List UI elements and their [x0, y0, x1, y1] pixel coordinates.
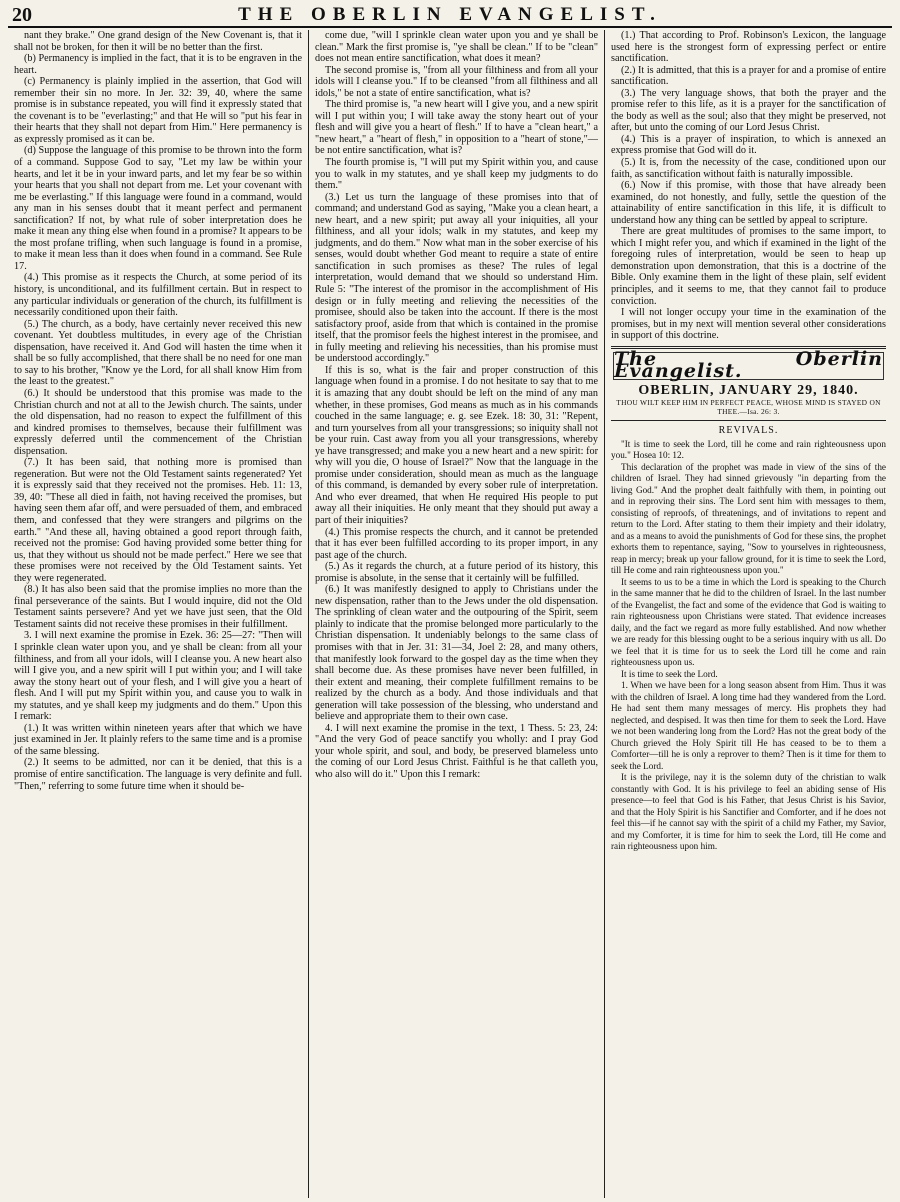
paragraph: (b) Permanency is implied in the fact, that it is to be engraven in the heart.	[14, 53, 302, 76]
paragraph: (4.) This promise respects the church, and it cannot be pretended that it has ever been fulfilled according to its proper import, in any past age of the church.	[315, 526, 598, 561]
paragraph: (d) Suppose the language of this promise to be thrown into the form of a command. Suppose God to say, "Let my law be within your hearts, and let it be in your inward parts, and let my fear be so within your hearts that you shall not depart from me. Let your covenant with me be everlasting." If this language were found in a command, would any man in his senses doubt that it meant perfect and permanent sanctification? If not, by what rule of sober interpretation does he make it mean any thing else when found in a promise? It appears to be the most profane trifling, when such language is found in a promise, to make it mean less than it does when found in a command. See Rule 17.	[14, 145, 302, 272]
paragraph: (6.) It was manifestly designed to apply to Christians under the new dispensation, rather than to the Jews under the old dispensation. The sprinkling of clean water and the outpouring of the Spirit, seem plainly to indicate that the promise belonged more particularly to the Christian dispensation. It undeniably belongs to the same class of promises with that in Jer. 31: 31—34, Joel 2: 28, and many others, that manifestly look forward to the gospel day as the time when they shall become due. As these promises have never been fulfilled, in their extent and meaning, their complete fulfillment remains to be realized by the church as a body. And those individuals and that generation will take possession of the blessing, who understand and believe and appropriate them to their own case.	[315, 584, 598, 723]
paragraph: If this is so, what is the fair and proper construction of this language when found in a promise. I do not hesitate to say that to me it is amazing that any doubt should be left on the mind of any man whether, in these promises, God means as much as in his commands couched in the same language; e. g. see Ezek. 18: 30, 31: "Repent, and turn yourselves from all your transgressions; so iniquity shall not be your ruin. Cast away from you all your transgressions, whereby ye have transgressed; and make you a new heart and a new spirit: for why will you die, O house of Israel?" Now that the language in the promise under consideration, should mean as much as the language of this command, is demanded by every sober rule of interpretation. And who ever dreamed, that when He required His people to put away all their iniquities. He only meant that they should put away a part of their iniquities?	[315, 364, 598, 526]
paragraph: (2.) It is admitted, that this is a prayer for and a promise of entire sanctification.	[611, 64, 886, 88]
page-header	[8, 4, 892, 28]
paragraph: I will not longer occupy your time in the examination of the promises, but in my next will mention several other considerations in support of this doctrine.	[611, 307, 886, 342]
paragraph: It is time to seek the Lord.	[621, 668, 718, 679]
columns	[8, 30, 892, 1198]
paragraph: (5.) As it regards the church, at a future period of its history, this promise is absolute, in the sense that it certainly will be fulfilled.	[315, 561, 598, 584]
paragraph: (4.) This promise as it respects the Church, at some period of its history, is unconditional, and its fulfillment certain. But in respect to any particular individuals or generation of the church, its fulfillment is necessarily conditioned upon their faith.	[14, 272, 302, 319]
paragraph: nant they brake." One grand design of the New Covenant is, that it shall not be broken, for then it will be no better than the first.	[14, 30, 302, 53]
paragraph: It is the privilege, nay it is the solemn duty of the christian to walk constantly with God. It is his privilege to feel an abiding sense of His presence—to feel that God is his Father, that Jesus Christ is his Savior, and that the Holy Spirit is his Sanctifier and Comforter, and if he does not feel this—if he cannot say with the spirit of a child my Father, my Savior, and my Comforter, it is time for him to seek the Lord, till He come and rain righteousness upon him.	[611, 772, 886, 852]
paragraph: The fourth promise is, "I will put my Spirit within you, and cause you to walk in my statutes, and ye shall keep my judgments to do them."	[315, 157, 598, 192]
paragraph: The third promise is, "a new heart will I give you, and a new spirit will I put within you; I will take away the stony heart out of your flesh and will give you a heart of flesh." If to have a "clean heart," a "new heart," a "heart of flesh," in opposition to a "heart of stone,"—be not entire sanctification, what is?	[315, 99, 598, 157]
section-title: REVIVALS.	[718, 425, 779, 437]
paragraph: (1.) That according to Prof. Robinson's Lexicon, the language used here is the strongest form of expressing perfect or entire sanctification.	[611, 30, 886, 65]
column-1	[8, 30, 308, 1198]
paragraph: "It is time to seek the Lord, till he come and rain righteousness upon you." Hosea 10: 12.	[611, 438, 886, 461]
paragraph: (1.) It was written within nineteen years after that which we have just examined in Jer. It plainly refers to the same time and is a promise of the same blessing.	[14, 722, 302, 757]
paragraph: (7.) It has been said, that nothing more is promised than regeneration. But were not the Old Testament saints regenerated? Yet it is expressly said that they received not the promises. Heb. 11: 13, 39, 40: "These all died in faith, not having received the promises, but having seen them afar off, and were persuaded of them, and embraced them, and confessed that they were strangers and pilgrims on the earth." "And these all, having obtained a good report through faith, received not the promise: God having provided some better thing for us, that they without us should not be made perfect." Here we see that these promises were not received by the Old Testament saints. Yet they were regenerated.	[14, 457, 302, 584]
column-3	[604, 30, 892, 1198]
masthead-title: THE OBERLIN EVANGELIST.	[238, 4, 662, 25]
paragraph: The second promise is, "from all your filthiness and from all your idols will I cleanse you." If to be cleansed "from all filthiness and all idols," be not a state of entire sanctification, what is?	[315, 64, 598, 99]
revivals-article	[611, 439, 886, 853]
divider	[611, 420, 886, 421]
paragraph: (6.) Now if this promise, with those that have already been examined, do not honestly, and fully, settle the question of the attainability of entire sanctification in this life, it is difficult to understand how any thing can be settled by appeal to scripture.	[611, 180, 886, 226]
paragraph: There are great multitudes of promises to the same import, to which I might refer you, and which if examined in the light of the foregoing rules of interpretation, would be seen to heap up demonstration upon demonstration, that this is a doctrine of the Bible. Only examine them in the light of these plain, self evident principles, and it seems to me, that they cannot fail to produce conviction.	[611, 226, 886, 307]
paragraph: (6.) It should be understood that this promise was made to the Christian church and not at all to the Jewish church. The saints, under the old dispensation, had no reason to expect the fulfillment of this and kindred promises to themselves, because their fulfillment was expressly deferred until the commencement of the Christian dispensation.	[14, 387, 302, 457]
paragraph: (4.) This is a prayer of inspiration, to which is annexed an express promise that God will do it.	[611, 133, 886, 157]
newspaper-nameplate: The Oberlin Evangelist.	[614, 348, 883, 382]
dateline: OBERLIN, JANUARY 29, 1840.	[638, 382, 859, 398]
paragraph: (5.) The church, as a body, have certainly never received this new covenant. Yet doubtless multitudes, in every age of the Christian dispensation, have received it. And God will hasten the time when it shall be so fully accomplished, that there shall be no need for one man to say to his brother, "Know ye the Lord, for all shall know Him from the least to the greatest."	[14, 318, 302, 388]
paragraph: (8.) It has also been said that the promise implies no more than the final perseverance of the saints. But I would inquire, did not the Old Testament saints persevere? And yet we have just seen, that the Old Testament saints did not receive these promises in their fulfillment.	[14, 584, 302, 630]
paragraph: This declaration of the prophet was made in view of the sins of the children of Israel. They had sinned grievously "in departing from the living God." And the prophet dealt faithfully with them, in pointing out and in reproving their sins. The Lord sent him with messages to them, consisting of reproofs, of threatenings, and of invitations to repent and return to the Lord. After stating to them their impiety and their idolatry, and as a means to avoid the punishments of God for these sins, the prophet exhorts them to repentance, saying, "Sow to yourselves in righteousness, reap in mercy; break up your fallow ground, for it is time to seek the Lord, till He come and rain righteousness upon you."	[611, 461, 886, 576]
paragraph: come due, "will I sprinkle clean water upon you and ye shall be clean." Mark the first promise is, "ye shall be clean." If to be "clean" does not mean entire sanctification, what does it mean?	[315, 30, 598, 65]
paragraph: It seems to us to be a time in which the Lord is speaking to the Church in the same manner that he did to the children of Israel. In the last number of the Evangelist, the fact and some of the evidence that God is waiting to rain righteousness upon Christians were stated. That evidence increases daily, and the fact we regard as more fully established. And now whether we are ready for this blessing ought to be a serious inquiry with us all. Do we feel that it is time for us to seek the Lord till he come and rain righteousness upon us.	[611, 576, 886, 668]
motto: THOU WILT KEEP HIM IN PERFECT PEACE, WHOSE MIND IS STAYED ON THEE.—Isa. 26: 3.	[616, 398, 881, 417]
paragraph: 4. I will next examine the promise in the text, 1 Thess. 5: 23, 24: "And the very God of peace sanctify you wholly: and I pray God your whole spirit, and soul, and body, be preserved blameless unto the coming of our Lord Jesus Christ. Faithful is he that calleth you, who also will do it." Upon this I remark:	[315, 722, 598, 780]
page-number: 20	[12, 4, 32, 26]
paragraph: (c) Permanency is plainly implied in the assertion, that God will remember their sin no more. In Jer. 32: 39, 40, where the same promise is in substance repeated, you will find it expressly stated that the covenant is to be "everlasting;" and that He will so "put his fear in their hearts that they shall not depart from Him." Here permanency is as expressly promised as it can be.	[14, 76, 302, 145]
paragraph: (5.) It is, from the necessity of the case, conditioned upon our faith, as sanctification without faith is naturally impossible.	[611, 157, 886, 180]
paragraph: 3. I will next examine the promise in Ezek. 36: 25—27: "Then will I sprinkle clean water upon you, and ye shall be clean: from all your filthiness, and from all your idols, will I cleanse you. A new heart also will I give you, and a new spirit will I put within you; and I will take away the stony heart out of your flesh, and I will give you a heart of flesh. And I will put my Spirit within you, and cause you to walk in my statutes, and ye shall keep my judgments and do them." Upon this I remark:	[14, 630, 302, 723]
column-2	[308, 30, 604, 1198]
paragraph: (3.) The very language shows, that both the prayer and the promise refer to this life, as it is a prayer for the sanctification of the body as well as the soul; also that they might be preserved, not after, but unto the coming of our Lord Jesus Christ.	[611, 87, 886, 134]
paragraph: (3.) Let us turn the language of these promises into that of command; and understand God as saying, "Make you a clean heart, a new heart, and a new spirit; put away all your iniquities, all your filthiness, and all your idols; walk in my statutes, and keep my judgments, and do them." Now what man in the sober exercise of his senses, would doubt whether God meant to require a state of entire sanctification in such promises as these? The rules of legal interpretation, would demand that we should so understand Him. Rule 5: "The interest of the promisor in the accomplishment of His design or in fully meeting and relieving the necessities of the promisee, should also be taken into the account. If there is the most satisfactory proof, aside from that which is contained in the promise itself, that the promisor feels the highest interest in the promisee, and in fully meeting and relieving his necessities, than his promise must be understood accordingly."	[315, 191, 598, 365]
paragraph: 1. When we have been for a long season absent from Him. Thus it was with the children of Israel. A long time had they wandered from the Lord. He had sent them many messages of mercy. His prophets they had neglected, and despised. It was then time for them to seek the Lord. Have we not been wandering long from the Lord? Has not the great body of the Church grieved the Holy Spirit till He has ceased to be to them a Comforter—till he is only a reprover to them? Then is it time for them to seek the Lord.	[611, 680, 886, 771]
paragraph: (2.) It seems to be admitted, nor can it be denied, that this is a promise of entire sanctification. The language is very definite and full. "Then," referring to some future time when it should be-	[14, 757, 302, 792]
